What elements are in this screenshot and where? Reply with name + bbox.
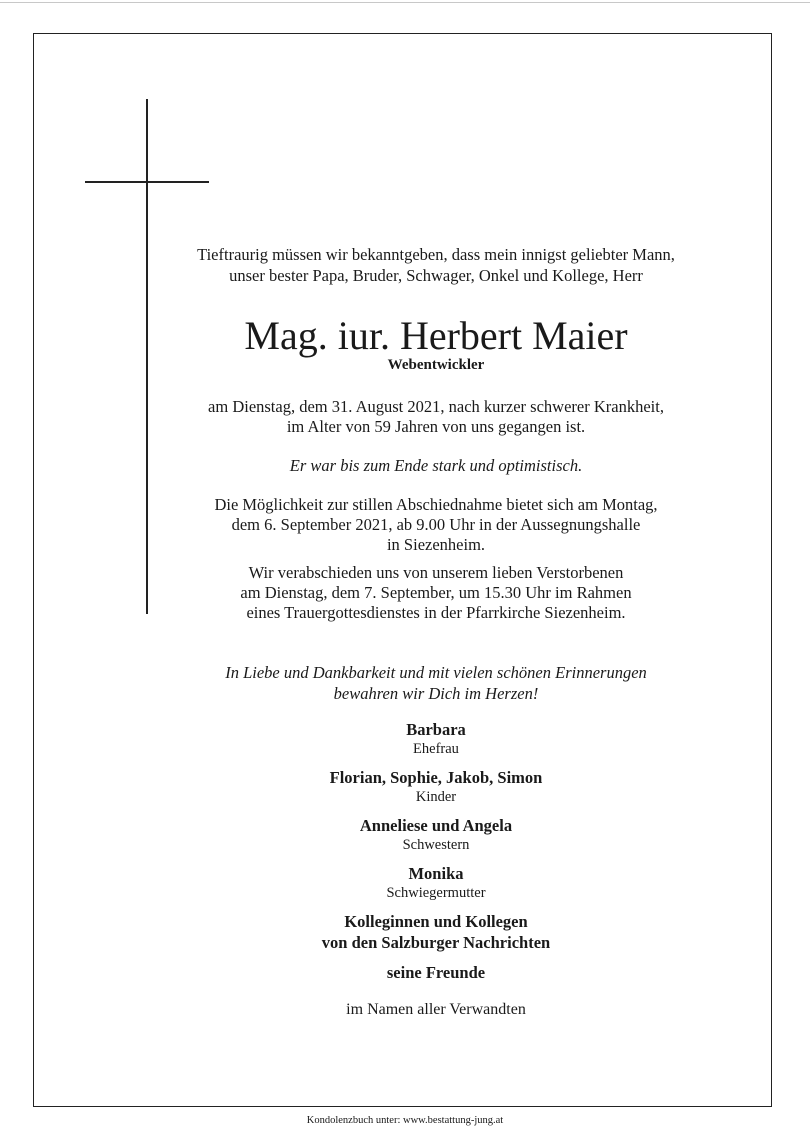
colleagues-line-2: von den Salzburger Nachrichten [321, 933, 551, 952]
quote: Er war bis zum Ende stark und optimistisch. [289, 456, 583, 475]
closing-line-2: bewahren wir Dich im Herzen! [333, 684, 539, 703]
mourner-name: Monika [408, 864, 464, 883]
intro-line-1: Tieftraurig müssen wir bekanntgeben, dass mein innigst geliebter Mann, [197, 245, 675, 264]
farewell-line-3: in Siezenheim. [386, 535, 486, 554]
cross-icon-vertical [146, 99, 148, 614]
farewell-line-1: Die Möglichkeit zur stillen Abschiednahme bietet sich am Montag, [214, 495, 658, 514]
intro-line-2: unser bester Papa, Bruder, Schwager, Onkel und Kollege, Herr [229, 266, 643, 285]
relatives: im Namen aller Verwandten [346, 1001, 526, 1018]
funeral-line-2: am Dienstag, dem 7. September, um 15.30 Uhr im Rahmen [240, 583, 632, 602]
death-notice-line-2: im Alter von 59 Jahren von uns gegangen ist. [286, 417, 586, 436]
mourner-name: Anneliese und Angela [359, 816, 513, 835]
farewell-line-2: dem 6. September 2021, ab 9.00 Uhr in der Aussegnungshalle [231, 515, 641, 534]
deceased-name: Mag. iur. Herbert Maier [244, 313, 628, 358]
closing-line-1: In Liebe und Dankbarkeit und mit vielen schönen Erinnerungen [225, 663, 647, 682]
colleagues-line-1: Kolleginnen und Kollegen [344, 912, 528, 931]
deceased-nickname: Webentwickler [387, 357, 485, 373]
mourner-role: Schwiegermutter [386, 885, 486, 901]
mourner-role: Ehefrau [413, 741, 459, 757]
footer-condolence-link[interactable]: Kondolenzbuch unter: www.bestattung-jung.at [306, 1115, 504, 1126]
cross-icon-horizontal [85, 181, 209, 183]
top-rule [0, 2, 810, 3]
mourner-role: Kinder [415, 789, 457, 805]
death-notice-line-1: am Dienstag, dem 31. August 2021, nach kurzer schwerer Krankheit, [208, 397, 664, 416]
friends: seine Freunde [386, 963, 486, 982]
mourner-role: Schwestern [402, 837, 470, 853]
mourner-name: Barbara [406, 720, 466, 739]
funeral-line-1: Wir verabschieden uns von unserem lieben Verstorbenen [248, 563, 624, 582]
funeral-line-3: eines Trauergottesdienstes in der Pfarrkirche Siezenheim. [246, 603, 626, 622]
mourner-name: Florian, Sophie, Jakob, Simon [329, 768, 543, 787]
